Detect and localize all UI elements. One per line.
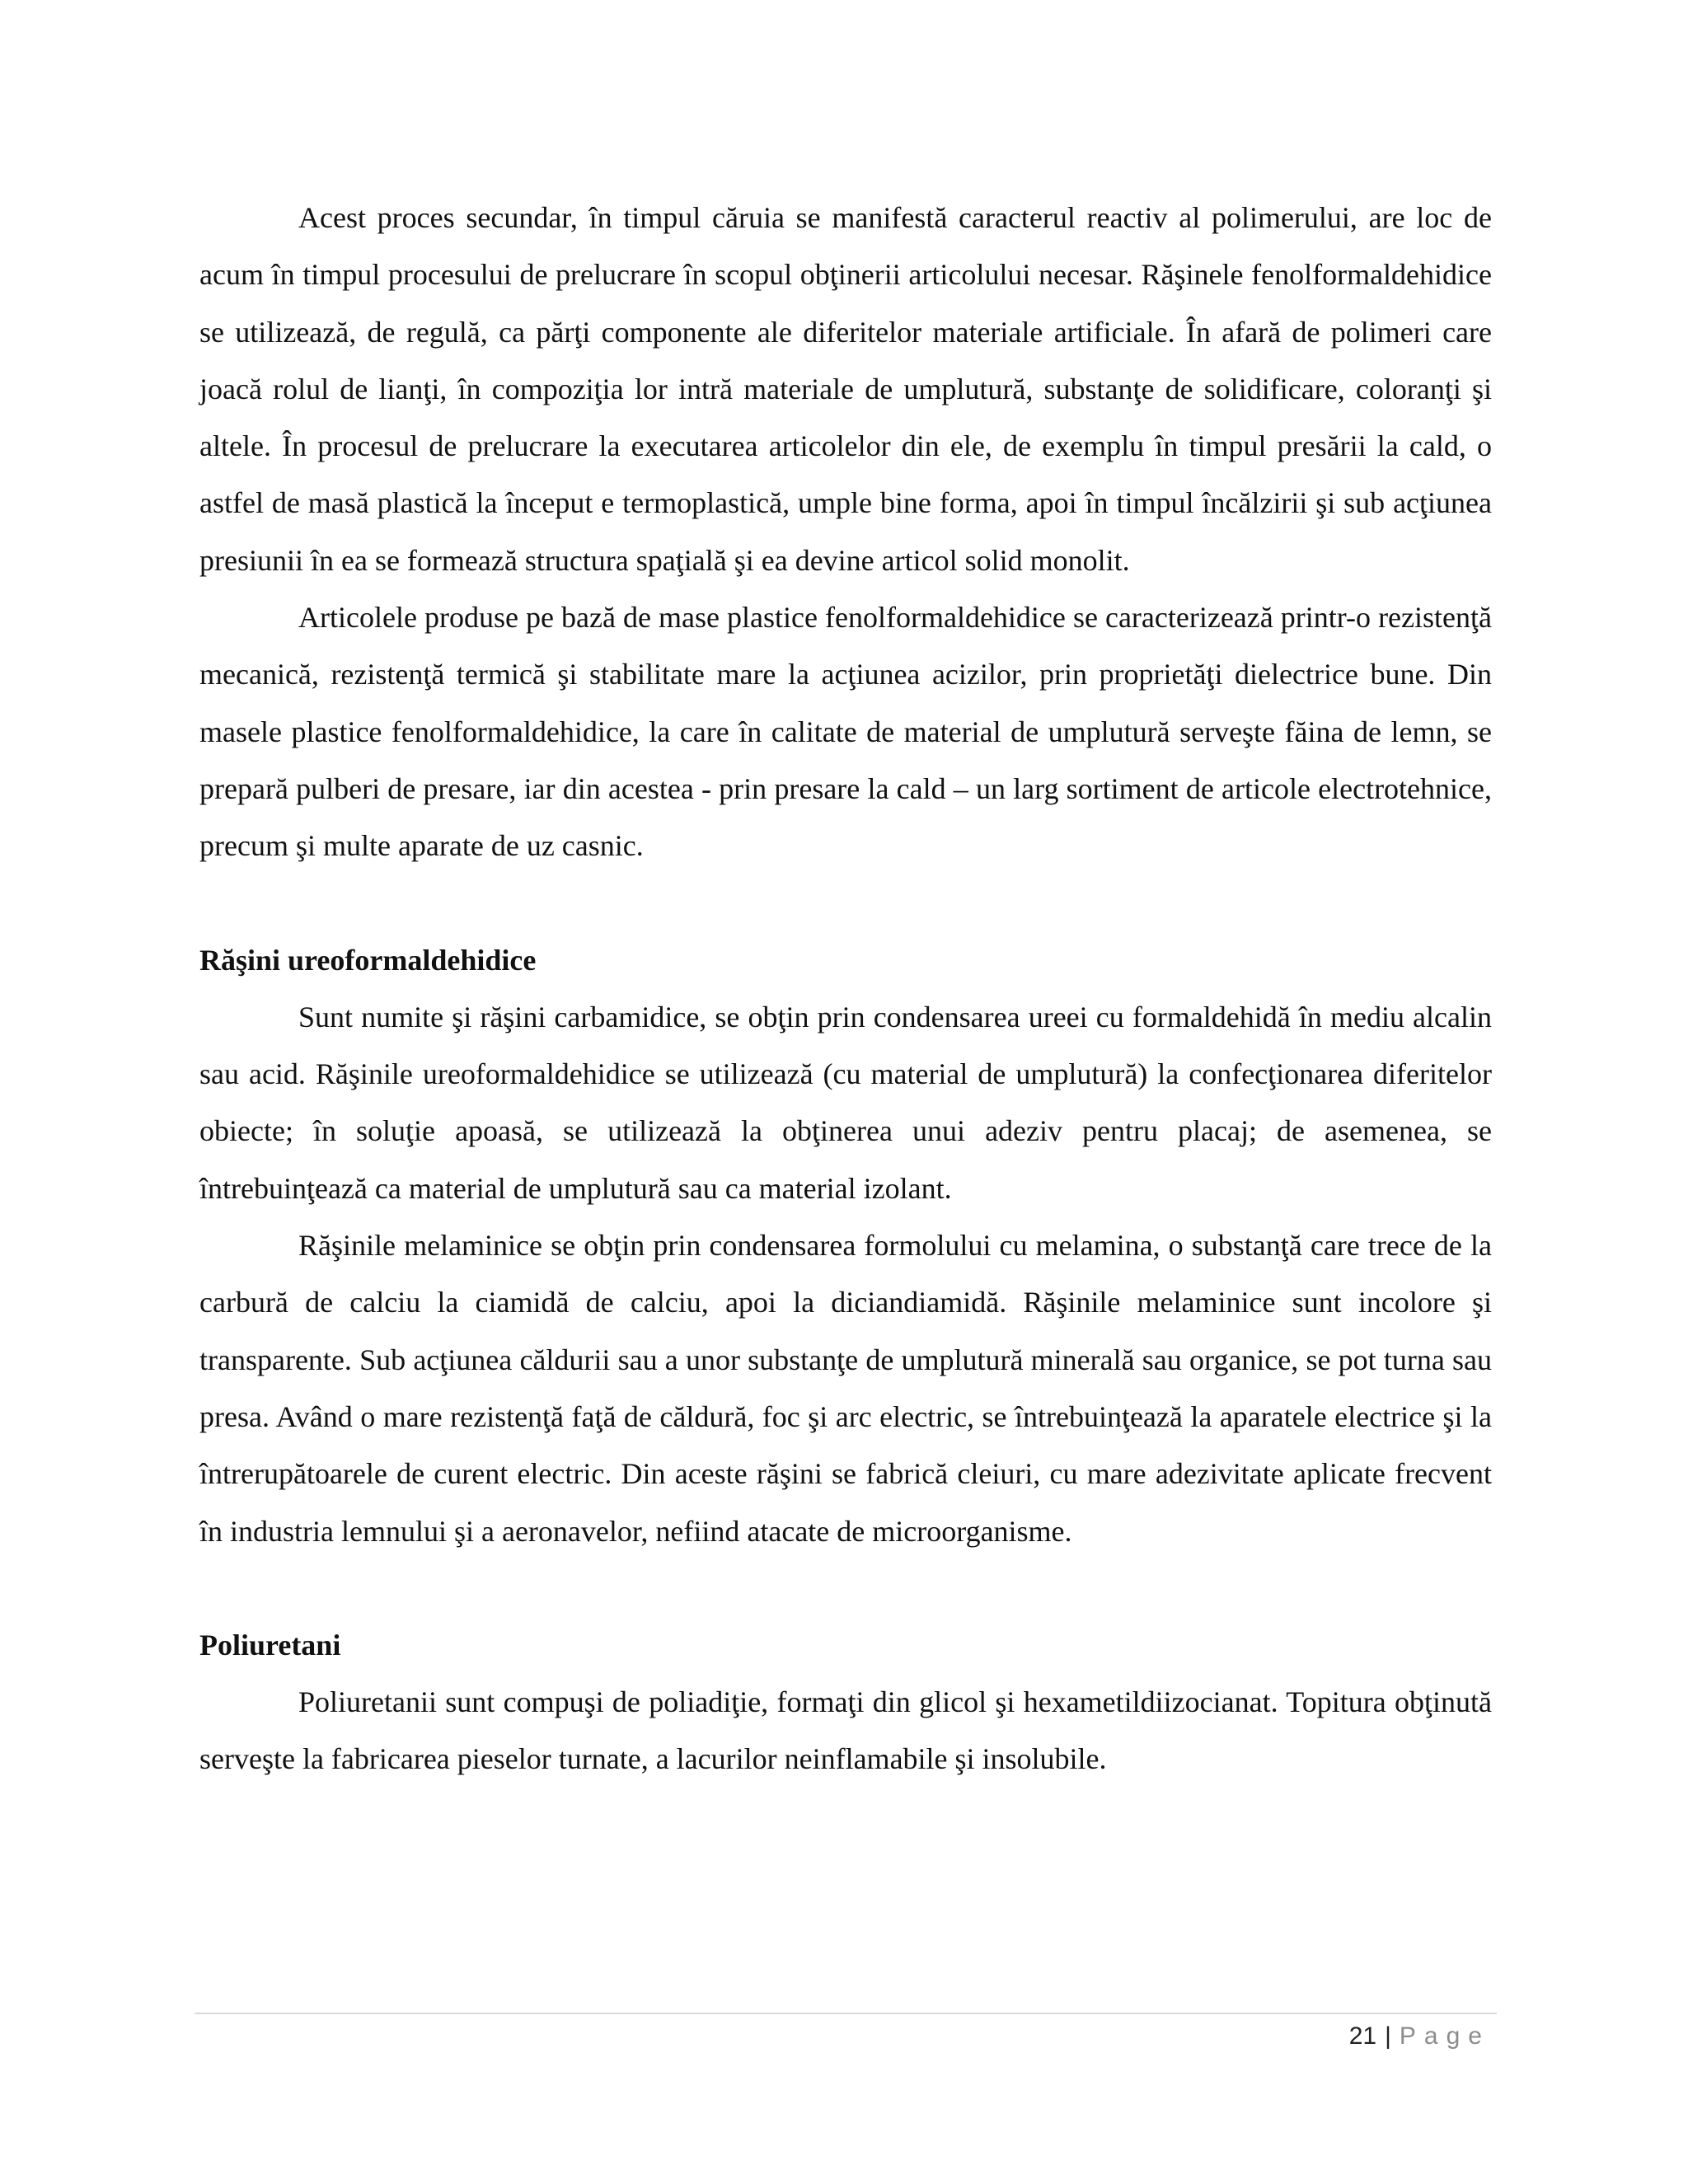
- paragraph: Răşinile melaminice se obţin prin condensarea formolului cu melamina, o substanţă care trece de la carbură de calciu la ciamidă de calciu, apoi la diciandiamidă. Răşinile melaminice sunt incolore şi transparente. Sub acţiunea căldurii sau a unor substanţe de umplutură minerală sau organice, se pot turna sau presa. Având o mare rezistenţă faţă de căldură, foc şi arc electric, se întrebuinţează la aparatele electrice şi la întrerupătoarele de curent electric. Din aceste răşini se fabrică cleiuri, cu mare adezivitate aplicate frecvent în industria lemnului şi a aeronavelor, nefiind atacate de microorganisme.: [199, 1229, 1492, 1548]
- footer-separator: |: [1385, 2022, 1391, 2050]
- paragraph: Sunt numite şi răşini carbamidice, se obţin prin condensarea ureei cu formaldehidă în mediu alcalin sau acid. Răşinile ureoformaldehidice se utilizează (cu material de umplutură) la confecţionarea diferitelor obiecte; în soluţie apoasă, se utilizează la obţinerea unui adeziv pentru placaj; de asemenea, se întrebuinţează ca material de umplutură sau ca material izolant.: [199, 1000, 1492, 1205]
- page-footer: [1349, 2016, 1490, 2057]
- section-spacer: [199, 1560, 1492, 1617]
- paragraph: Articolele produse pe bază de mase plastice fenolformaldehidice se caracterizează printr-o rezistenţă mecanică, rezistenţă termică şi stabilitate mare la acţiunea acizilor, prin proprietăţi dielectrice bune. Din masele plastice fenolformaldehidice, la care în calitate de material de umplutură serveşte făina de lemn, se prepară pulberi de presare, iar din acestea - prin presare la cald – un larg sortiment de articole electrotehnice, precum şi multe aparate de uz casnic.: [199, 601, 1492, 863]
- paragraph: Poliuretanii sunt compuşi de poliadiţie, formaţi din glicol şi hexametildiizocianat. Topitura obţinută serveşte la fabricarea pieselor turnate, a lacurilor neinflamabile şi insolubile.: [199, 1685, 1492, 1776]
- section-spacer: [199, 875, 1492, 932]
- section-heading-polyurethanes: Poliuretani: [199, 1628, 341, 1661]
- page-number: 21: [1348, 2022, 1377, 2050]
- page-label: Page: [1399, 2022, 1490, 2050]
- section-heading-ureoformaldehyde: Răşini ureoformaldehidice: [199, 943, 537, 977]
- document-body: [199, 190, 1492, 1788]
- footer-divider: [195, 2013, 1497, 2014]
- paragraph: Acest proces secundar, în timpul căruia se manifestă caracterul reactiv al polimerului, are loc de acum în timpul procesului de prelucrare în scopul obţinerii articolului necesar. Răşinele fenolformaldehidice se utilizează, de regulă, ca părţi componente ale diferitelor materiale artificiale. În afară de polimeri care joacă rolul de lianţi, în compoziţia lor intră materiale de umplutură, substanţe de solidificare, coloranţi şi altele. În procesul de prelucrare la executarea articolelor din ele, de exemplu în timpul presării la cald, o astfel de masă plastică la început e termoplastică, umple bine forma, apoi în timpul încălzirii şi sub acţiunea presiunii în ea se formează structura spaţială şi ea devine articol solid monolit.: [199, 201, 1492, 577]
